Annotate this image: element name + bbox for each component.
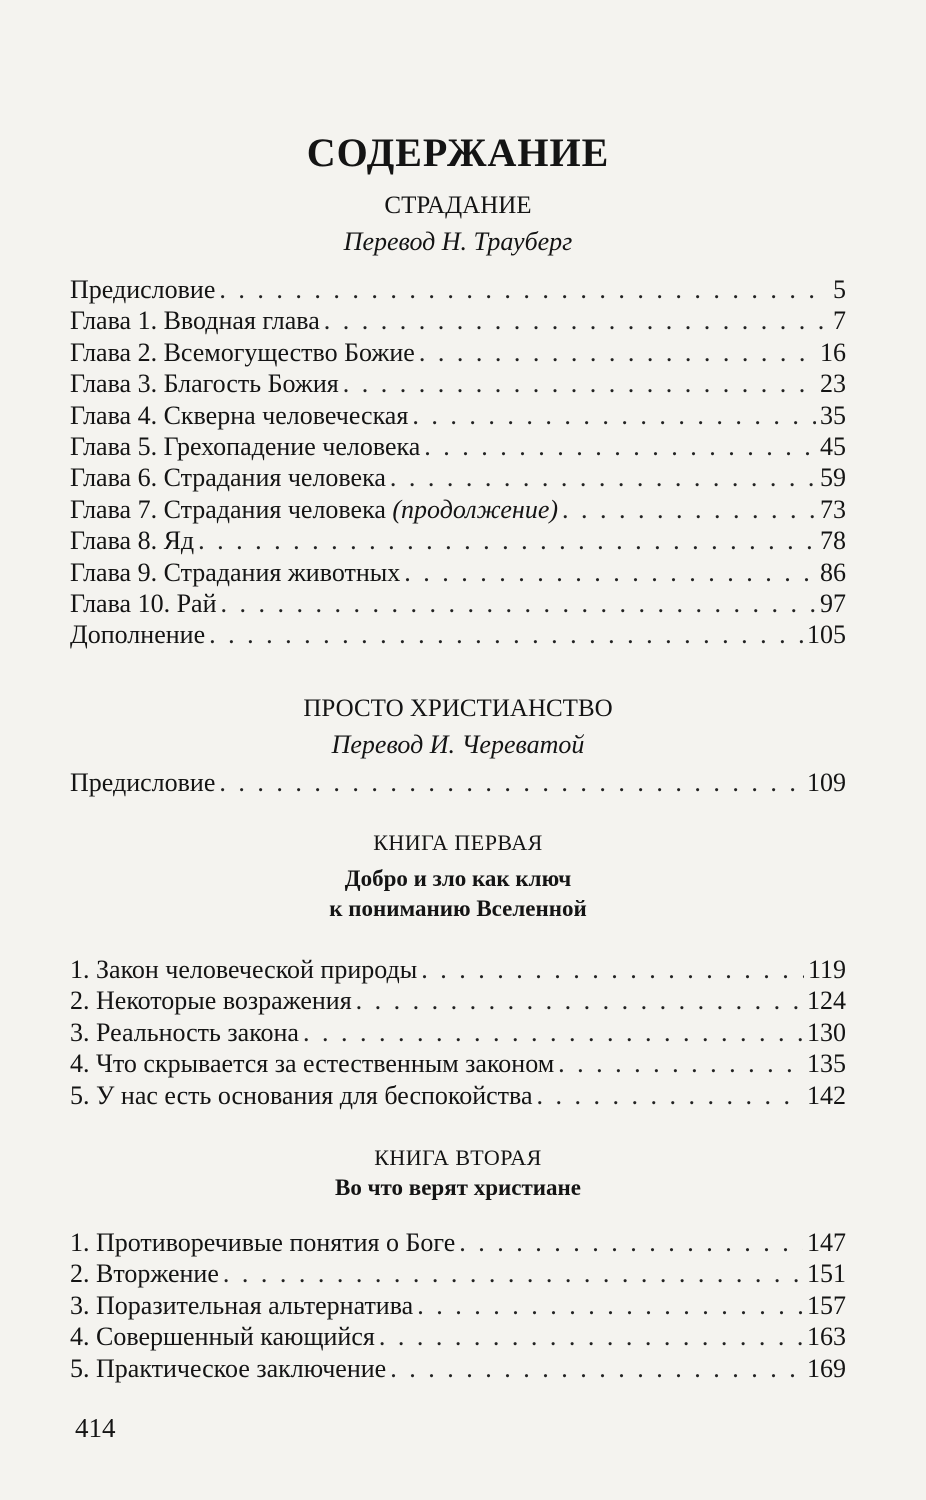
toc-entry[interactable] — [70, 462, 846, 493]
toc-entry-text: 3. Реальность закона — [70, 1017, 299, 1047]
toc-entry-page: 78 — [820, 526, 846, 556]
toc-entry-label — [70, 400, 408, 431]
toc-entry[interactable] — [70, 368, 846, 399]
toc-entry-page: 97 — [820, 588, 846, 618]
leader-dots — [562, 494, 816, 525]
leader-dots — [209, 619, 803, 650]
toc-entry[interactable] — [70, 337, 846, 368]
toc-entry-page: 163 — [807, 1322, 846, 1352]
toc-entry-text: 4. Совершенный кающийся — [70, 1322, 375, 1352]
toc-entry-text: Глава 6. Страдания человека — [70, 463, 386, 493]
toc-entry-page: 169 — [807, 1353, 846, 1383]
toc-entry-text: Глава 4. Скверна человеческая — [70, 400, 409, 430]
book-subtitle: к пониманию Вселенной — [329, 896, 587, 922]
toc-entry-label — [70, 1227, 455, 1258]
toc-entry-label — [70, 1048, 554, 1079]
toc-entry-page: 109 — [807, 767, 846, 797]
leader-dots — [419, 337, 816, 368]
section-heading-mere-christianity: ПРОСТО ХРИСТИАНСТВО — [303, 694, 613, 722]
toc-entry-page: 151 — [807, 1259, 846, 1289]
leader-dots — [379, 1321, 803, 1352]
toc-entry-page: 86 — [820, 557, 846, 587]
toc-entry[interactable] — [70, 767, 846, 798]
toc-entry-label — [70, 1258, 219, 1289]
toc-entry-page: 45 — [820, 431, 846, 461]
toc-entry[interactable] — [70, 1290, 846, 1321]
toc-entry-text: Глава 2. Всемогущество Божие — [70, 337, 415, 367]
toc-entry-label — [70, 1321, 375, 1352]
toc-entry-label: Предисловие — [70, 767, 216, 797]
translator-credit: Перевод И. Череватой — [331, 729, 585, 759]
translator-credit: Перевод Н. Трауберг — [343, 227, 573, 256]
toc-entry-text: Глава 10. Рай — [70, 588, 217, 618]
toc-entry[interactable] — [70, 1080, 846, 1111]
toc-entry[interactable] — [70, 305, 846, 336]
toc-entry-label — [70, 557, 400, 588]
toc-entry[interactable] — [70, 1258, 846, 1289]
toc-entry-text: 2. Вторжение — [70, 1259, 219, 1289]
toc-entry[interactable] — [70, 985, 846, 1016]
toc-entry-label — [70, 305, 320, 336]
toc-entry-page: 130 — [807, 1017, 846, 1047]
leader-dots — [404, 557, 816, 588]
book-subtitle: Добро и зло как ключ — [344, 866, 572, 892]
toc-entry-page: 105 — [807, 620, 846, 650]
toc-entry-text: 1. Противоречивые понятия о Боге — [70, 1228, 456, 1258]
toc-entry-text: 4. Что скрывается за естественным законом — [70, 1049, 555, 1079]
toc-entry-page: 73 — [820, 494, 846, 524]
toc-entry[interactable] — [70, 494, 846, 525]
toc-entry[interactable] — [70, 1321, 846, 1352]
toc-entry-text: Глава 9. Страдания животных — [70, 557, 401, 587]
toc-entry-text: Глава 8. Яд — [70, 526, 195, 556]
toc-entry-text: Глава 1. Вводная глава — [70, 306, 320, 336]
toc-entry-page: 119 — [807, 955, 846, 985]
toc-entry[interactable] — [70, 525, 846, 556]
toc-entry[interactable] — [70, 1017, 846, 1048]
toc-entry-page: 23 — [820, 369, 846, 399]
toc-entry-page: 7 — [833, 306, 846, 336]
toc-entry[interactable] — [70, 1353, 846, 1384]
toc-list-book2 — [70, 1227, 846, 1384]
toc-entry-label — [70, 985, 352, 1016]
toc-entry-label — [70, 337, 415, 368]
toc-entry[interactable] — [70, 1048, 846, 1079]
leader-dots — [219, 274, 829, 305]
section-heading-suffering: СТРАДАНИЕ — [384, 192, 532, 219]
toc-entry-italic-note: (продолжение) — [392, 494, 559, 524]
toc-entry-text: 5. Практическое заключение — [70, 1353, 387, 1383]
toc-entry[interactable] — [70, 954, 846, 985]
leader-dots — [219, 767, 803, 798]
toc-entry[interactable] — [70, 1227, 846, 1258]
toc-entry-label — [70, 368, 339, 399]
toc-entry-page: 35 — [820, 400, 846, 430]
toc-entry-page: 157 — [807, 1290, 846, 1320]
toc-entry-label — [70, 954, 417, 985]
toc-entry[interactable] — [70, 588, 846, 619]
toc-entry-label — [70, 588, 216, 619]
toc-entry-page: 59 — [820, 463, 846, 493]
toc-entry-label — [70, 1017, 299, 1048]
leader-dots — [390, 1353, 803, 1384]
leader-dots — [198, 525, 816, 556]
leader-dots — [459, 1227, 803, 1258]
toc-entry-page: 142 — [807, 1080, 846, 1110]
toc-entry[interactable] — [70, 619, 846, 650]
toc-entry-label — [70, 525, 194, 556]
toc-entry-text: Предисловие — [70, 275, 216, 304]
table-of-contents — [70, 130, 846, 1384]
leader-dots — [412, 400, 816, 431]
toc-entry[interactable] — [70, 431, 846, 462]
book-heading: КНИГА ПЕРВАЯ — [373, 830, 543, 856]
leader-dots — [324, 305, 829, 336]
leader-dots — [220, 588, 816, 619]
page-number: 414 — [75, 1413, 116, 1443]
toc-entry-label — [70, 619, 205, 650]
toc-entry-text: 1. Закон человеческой природы — [70, 955, 418, 985]
toc-entry-label — [70, 431, 420, 462]
toc-entry-text: 2. Некоторые возражения — [70, 986, 352, 1016]
book-heading: КНИГА ВТОРАЯ — [374, 1145, 542, 1171]
toc-entry-text: Глава 5. Грехопадение человека — [70, 431, 421, 461]
toc-list-part1 — [70, 274, 846, 651]
leader-dots — [343, 368, 816, 399]
toc-list-part2-preface — [70, 767, 846, 798]
toc-entry-text: 3. Поразительная альтернатива — [70, 1290, 414, 1320]
toc-entry-text: 5. У нас есть основания для беспокойства — [70, 1080, 533, 1110]
toc-entry-text: Дополнение — [70, 620, 206, 650]
toc-entry[interactable] — [70, 557, 846, 588]
toc-entry-page: 124 — [807, 986, 846, 1016]
toc-entry-label — [70, 1080, 533, 1111]
leader-dots — [424, 431, 816, 462]
toc-entry-label — [70, 1353, 386, 1384]
toc-entry-label — [70, 274, 215, 305]
toc-entry-text: Глава 7. Страдания человека — [70, 494, 393, 524]
toc-entry-page: 147 — [807, 1228, 846, 1258]
toc-entry-page: 135 — [807, 1049, 846, 1079]
leader-dots — [390, 462, 816, 493]
toc-entry[interactable] — [70, 274, 846, 305]
leader-dots — [537, 1080, 803, 1111]
toc-entry-page: 5 — [833, 275, 846, 304]
page-title: СОДЕРЖАНИЕ — [306, 130, 610, 175]
leader-dots — [421, 954, 804, 985]
toc-entry[interactable] — [70, 400, 846, 431]
toc-entry-text: Глава 3. Благость Божия — [70, 369, 339, 399]
leader-dots — [417, 1290, 803, 1321]
toc-entry-label — [70, 494, 558, 525]
leader-dots — [356, 985, 803, 1016]
leader-dots — [558, 1048, 803, 1079]
toc-entry-label — [70, 1290, 413, 1321]
toc-entry-page: 16 — [820, 337, 846, 367]
toc-entry-label — [70, 462, 386, 493]
toc-list-book1 — [70, 954, 846, 1111]
book-subtitle: Во что верят христиане — [335, 1175, 581, 1201]
leader-dots — [223, 1258, 803, 1289]
leader-dots — [303, 1017, 803, 1048]
